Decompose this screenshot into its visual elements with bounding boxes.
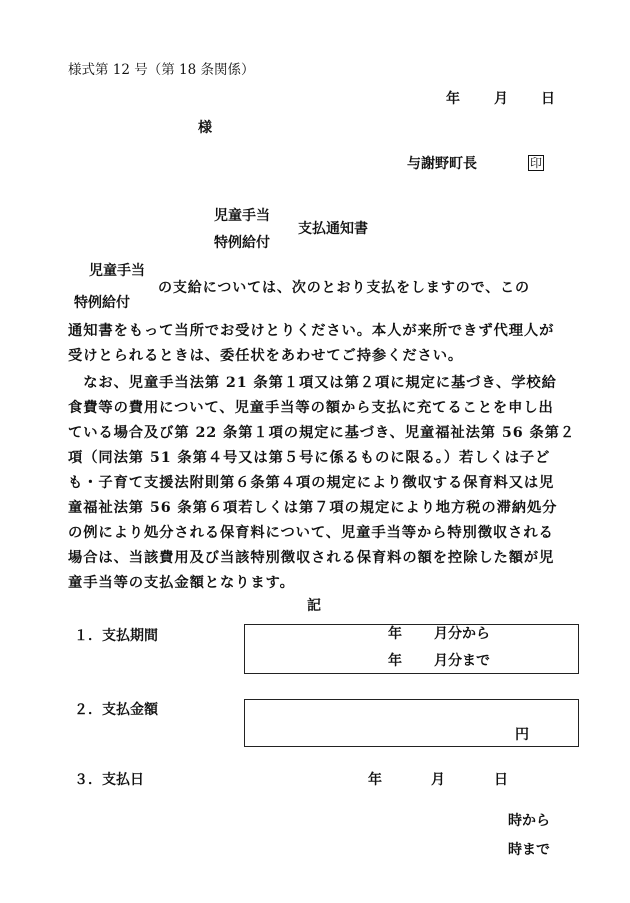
notice-line: 童福祉法第 56 条第６項若しくは第７項の規定により地方税の滞納処分 [68, 500, 558, 516]
date-label: ３．支払日 [74, 772, 144, 788]
recipient-suffix: 様 [198, 120, 212, 136]
title-suffix: 支払通知書 [298, 221, 368, 237]
notice-line: 場合は、当該費用及び当該特別徴収される保育料の額を控除した額が児 [68, 550, 555, 566]
date-month: 月 [494, 91, 508, 107]
notice-line: も・子育て支援法附則第６条第４項の規定により徴収する保育料又は児 [68, 475, 555, 491]
period-year-1: 年 [388, 626, 402, 642]
date-year: 年 [446, 91, 460, 107]
pay-date-day: 日 [494, 772, 508, 788]
amount-unit: 円 [515, 727, 529, 743]
notice-line: ている場合及び第 22 条第１項の規定に基づき、児童福祉法第 56 条第２ [68, 425, 576, 441]
notice-line: 童手当等の支払金額となります。 [68, 575, 295, 591]
intro-line-2: 通知書をもって当所でお受けとりください。本人が来所できず代理人が [68, 323, 555, 339]
intro-stack-1: 児童手当 [89, 263, 145, 279]
time-to: 時まで [508, 842, 550, 858]
period-year-2: 年 [388, 653, 402, 669]
issuer-name: 与謝野町長 [407, 156, 477, 172]
intro-line-1: の支給については、次のとおり支払をしますので、この [158, 280, 530, 296]
record-heading: 記 [307, 598, 321, 614]
date-day: 日 [541, 91, 555, 107]
form-id: 様式第 12 号（第 18 条関係） [68, 62, 255, 78]
period-to: 月分まで [434, 653, 490, 669]
period-label: １．支払期間 [74, 628, 158, 644]
title-line-1: 児童手当 [214, 208, 270, 224]
amount-label: ２．支払金額 [74, 702, 158, 718]
pay-date-year: 年 [368, 772, 382, 788]
official-seal: 印 [529, 156, 542, 170]
notice-line: なお、児童手当法第 21 条第１項又は第２項に規定に基づき、学校給 [68, 375, 557, 391]
intro-stack-2: 特例給付 [74, 295, 130, 311]
period-box[interactable] [244, 624, 579, 674]
title-line-2: 特例給付 [214, 235, 270, 251]
notice-line: 食費等の費用について、児童手当等の額から支払に充てることを申し出 [68, 400, 554, 416]
time-from: 時から [508, 813, 550, 829]
notice-line: の例により処分される保育料について、児童手当等から特別徴収される [68, 525, 554, 541]
intro-line-3: 受けとられるときは、委任状をあわせてご持参ください。 [68, 348, 464, 364]
period-from: 月分から [434, 626, 490, 642]
notice-line: 項（同法第 51 条第４号又は第５号に係るものに限る。）若しくは子ど [68, 450, 551, 466]
pay-date-month: 月 [431, 772, 445, 788]
